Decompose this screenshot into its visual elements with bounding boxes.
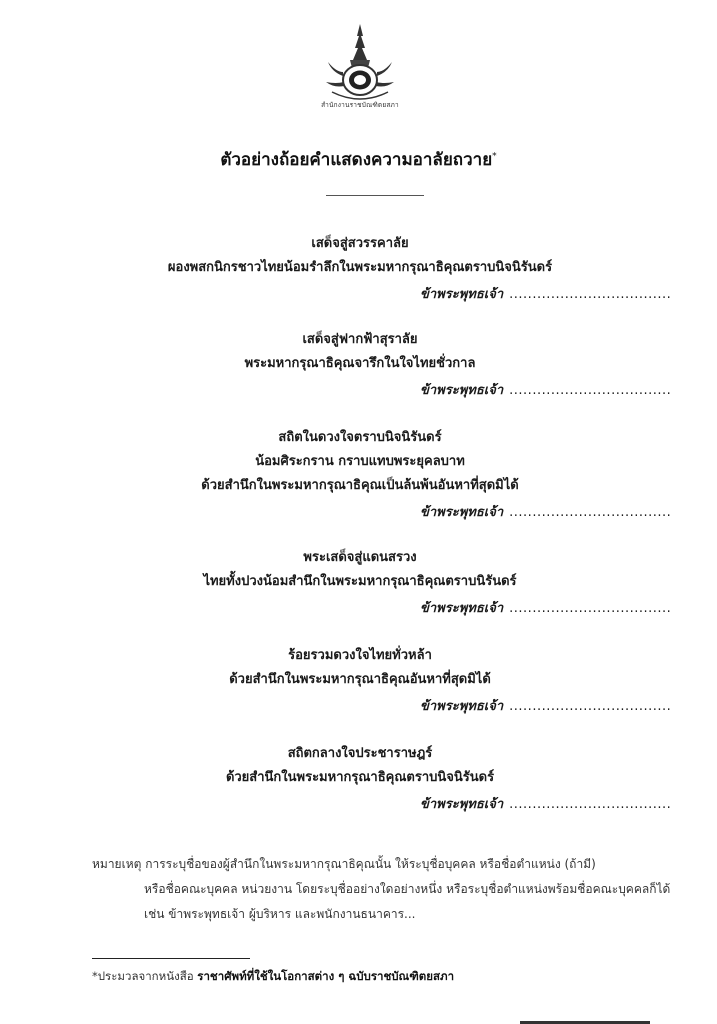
- footnote-source: ราชาศัพท์ที่ใช้ในโอกาสต่าง ๆ ฉบับราชบัณฑิตยสภา: [197, 969, 455, 983]
- title-footnote-mark: *: [492, 151, 497, 162]
- signature-line: [420, 696, 672, 718]
- signature-dots: ...................................: [509, 797, 672, 812]
- signature-dots: ...................................: [509, 287, 672, 302]
- condolence-entry: [150, 644, 570, 692]
- signoff-label: ข้าพระพุทธเจ้า: [420, 797, 504, 812]
- condolence-entry: [150, 328, 570, 376]
- signature-dots: ...................................: [509, 505, 672, 520]
- condolence-entry: [150, 426, 570, 498]
- entry-line: น้อมศิระกราน กราบแทบพระยุคลบาท: [255, 454, 465, 469]
- footnote-prefix: *ประมวลจากหนังสือ: [92, 969, 198, 983]
- remark-line: หมายเหตุ การระบุชื่อของผู้สำนึกในพระมหากรุณาธิคุณนั้น ให้ระบุชื่อบุคคล หรือชื่อตำแหน่ง (ถ้ามี): [92, 857, 596, 871]
- signature-dots: ...................................: [509, 699, 672, 714]
- signature-line: [420, 284, 672, 306]
- condolence-entry: [150, 232, 570, 280]
- footnote-divider: [92, 958, 250, 959]
- entry-line: ผองพสกนิกรชาวไทยน้อมรำลึกในพระมหากรุณาธิคุณตราบนิจนิรันดร์: [167, 260, 553, 275]
- entry-line: ด้วยสำนึกในพระมหากรุณาธิคุณตราบนิจนิรันดร์: [225, 770, 495, 785]
- entry-line: สถิตกลางใจประชาราษฎร์: [287, 746, 433, 761]
- signature-dots: ...................................: [509, 601, 672, 616]
- entry-line: พระเสด็จสู่แดนสรวง: [303, 550, 417, 565]
- condolence-entry: [150, 546, 570, 594]
- signoff-label: ข้าพระพุทธเจ้า: [420, 383, 504, 398]
- entry-line: สถิตในดวงใจตราบนิจนิรันดร์: [278, 430, 442, 445]
- signature-line: [420, 502, 672, 524]
- remark-line: หรือชื่อคณะบุคคล หน่วยงาน โดยระบุชื่ออย่างใดอย่างหนึ่ง หรือระบุชื่อตำแหน่งพร้อมชื่อคณะบุคคลก็ได้: [144, 882, 671, 896]
- entry-line: ด้วยสำนึกในพระมหากรุณาธิคุณอันหาที่สุดมิได้: [229, 672, 491, 687]
- signature-line: [420, 794, 672, 816]
- signature-dots: ...................................: [509, 383, 672, 398]
- signoff-label: ข้าพระพุทธเจ้า: [420, 287, 504, 302]
- signoff-label: ข้าพระพุทธเจ้า: [420, 601, 504, 616]
- entry-line: เสด็จสู่สวรรคาลัย: [311, 236, 409, 251]
- emblem-caption: สำนักงานราชบัณฑิตยสภา: [321, 101, 399, 109]
- remark-block: [92, 852, 692, 927]
- signature-line: [420, 598, 672, 620]
- entry-line: ร้อยรวมดวงใจไทยทั่วหล้า: [288, 648, 432, 663]
- entry-line: พระมหากรุณาธิคุณจารึกในใจไทยชั่วกาล: [244, 356, 476, 371]
- page-title-text: ตัวอย่างถ้อยคำแสดงความอาลัยถวาย: [220, 150, 493, 170]
- footnote: [92, 968, 454, 986]
- entry-line: ด้วยสำนึกในพระมหากรุณาธิคุณเป็นล้นพ้นอันหาที่สุดมิได้: [201, 478, 519, 493]
- signoff-label: ข้าพระพุทธเจ้า: [420, 699, 504, 714]
- remark-line: เช่น ข้าพระพุทธเจ้า ผู้บริหาร และพนักงานธนาคาร...: [144, 907, 416, 921]
- entry-line: ไทยทั้งปวงน้อมสำนึกในพระมหากรุณาธิคุณตราบนิรันดร์: [203, 574, 517, 589]
- condolence-entry: [150, 742, 570, 790]
- entry-line: เสด็จสู่ฟากฟ้าสุราลัย: [302, 332, 418, 347]
- signature-line: [420, 380, 672, 402]
- royal-emblem-icon: [310, 22, 410, 126]
- page-title: [0, 146, 717, 173]
- signoff-label: ข้าพระพุทธเจ้า: [420, 505, 504, 520]
- title-divider: [326, 195, 424, 196]
